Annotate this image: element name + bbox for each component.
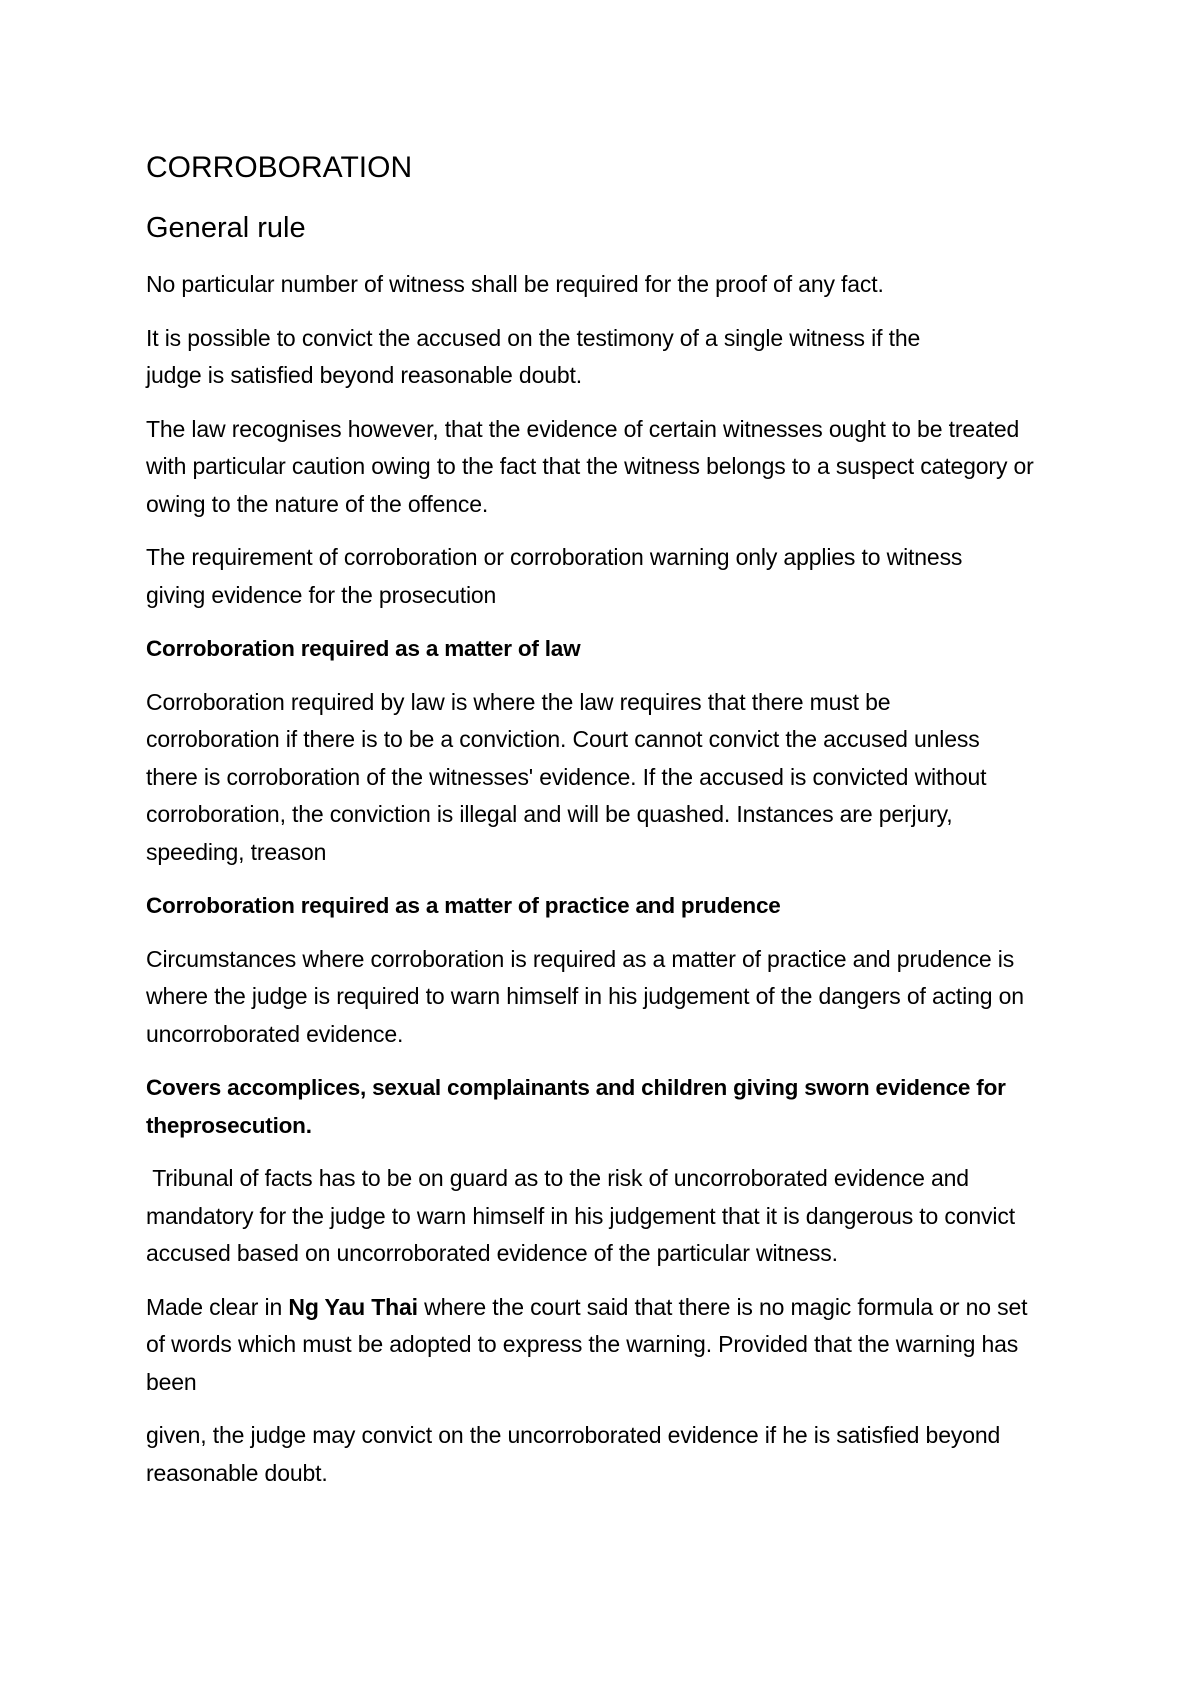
case-name: Ng Yau Thai bbox=[288, 1293, 418, 1320]
document-body bbox=[146, 148, 1066, 1508]
heading-covers-accomplices: Covers accomplices, sexual complainants and children giving sworn evidence for theprosecution. bbox=[146, 1075, 1006, 1138]
paragraph-ng-yau-thai bbox=[146, 1289, 1046, 1402]
paragraph-single-witness: It is possible to convict the accused on the testimony of a single witness if the judge is satisfied beyond reasonable doubt. bbox=[146, 324, 921, 388]
paragraph-law-recognises: The law recognises however, that the evidence of certain witnesses ought to be treated with particular caution owing to the fact that the witness belongs to a suspect category or owing to the nature of the offence. bbox=[146, 415, 1034, 517]
paragraph-judge-may-convict: given, the judge may convict on the uncorroborated evidence if he is satisfied beyond reasonable doubt. bbox=[146, 1422, 1001, 1486]
heading-matter-of-law: Corroboration required as a matter of law bbox=[146, 636, 581, 661]
document-title: CORROBORATION bbox=[146, 151, 413, 184]
section-heading-general-rule: General rule bbox=[146, 212, 306, 244]
paragraph-circumstances: Circumstances where corroboration is required as a matter of practice and prudence is where the judge is required to warn himself in his judgement of the dangers of acting on uncorroborated evidence. bbox=[146, 945, 1024, 1047]
paragraph-text: where the court said that there is no magic formula or no set of words which must be adopted to express the warning. Provided that the warning has been bbox=[146, 1293, 1034, 1395]
paragraph-tribunal-of-facts: Tribunal of facts has to be on guard as to the risk of uncorroborated evidence and mandatory for the judge to warn himself in his judgement that it is dangerous to convict accused based on uncorroborated evidence of the particular witness. bbox=[146, 1165, 1022, 1266]
paragraph-number-of-witness: No particular number of witness shall be required for the proof of any fact. bbox=[146, 271, 884, 297]
paragraph-required-by-law: Corroboration required by law is where the law requires that there must be corroboration if there is to be a conviction. Court cannot convict the accused unless there is corroboration of the witnesses' evidence. If the accused is convicted without corroboration, the conviction is illegal and will be quashed. Instances are perjury, speeding, treason bbox=[146, 688, 987, 865]
heading-practice-and-prudence: Corroboration required as a matter of practice and prudence bbox=[146, 893, 781, 918]
paragraph-text: Made clear in bbox=[146, 1293, 289, 1320]
paragraph-requirement-of-corroboration: The requirement of corroboration or corroboration warning only applies to witness giving evidence for the prosecution bbox=[146, 544, 963, 608]
